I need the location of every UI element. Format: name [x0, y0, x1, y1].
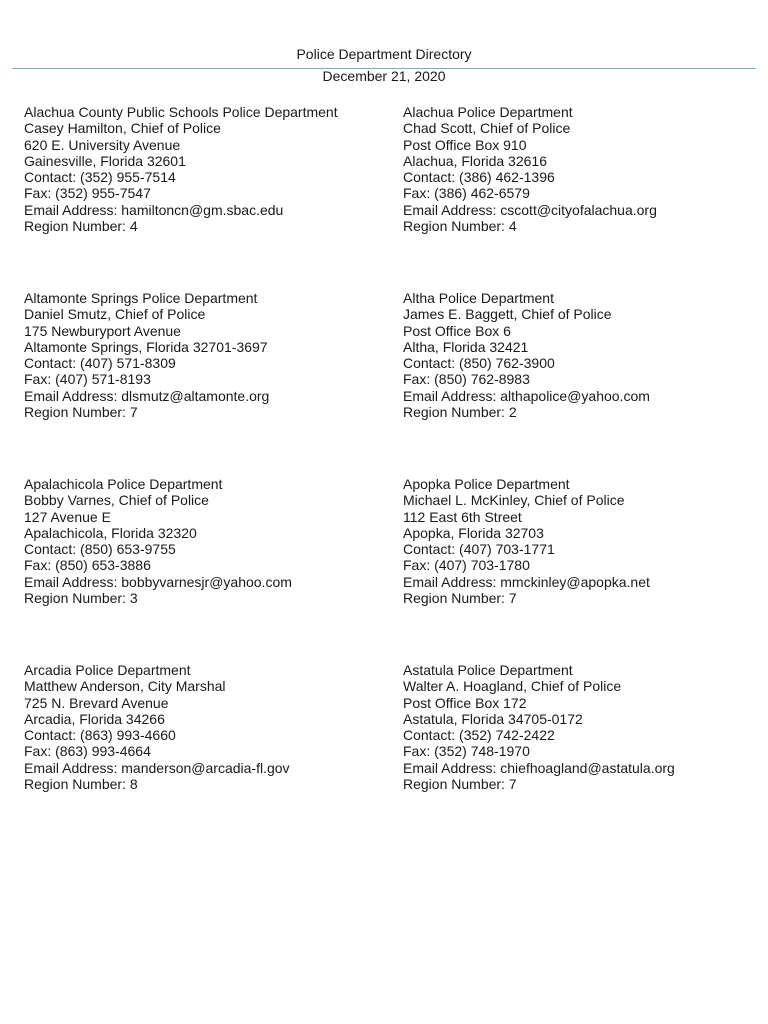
- address-line-1: Post Office Box 910: [403, 136, 527, 153]
- directory-entry: [403, 290, 650, 420]
- fax-number: Fax: (407) 703-1780: [403, 557, 530, 574]
- address-line-1: 620 E. University Avenue: [24, 136, 181, 153]
- region-number: Region Number: 4: [24, 218, 138, 235]
- email-address: Email Address: manderson@arcadia-fl.gov: [24, 759, 290, 776]
- chief-name: Walter A. Hoagland, Chief of Police: [403, 678, 622, 695]
- directory-entry: [24, 662, 290, 792]
- fax-number: Fax: (850) 762-8983: [403, 371, 530, 388]
- address-line-1: 175 Newburyport Avenue: [24, 322, 181, 339]
- fax-number: Fax: (386) 462-6579: [403, 185, 530, 202]
- email-address: Email Address: dlsmutz@altamonte.org: [24, 387, 270, 404]
- email-address: Email Address: bobbyvarnesjr@yahoo.com: [24, 573, 292, 590]
- address-line-2: Gainesville, Florida 32601: [24, 152, 186, 169]
- department-name: Apopka Police Department: [403, 476, 570, 492]
- contact-phone: Contact: (407) 703-1771: [403, 541, 555, 558]
- region-number: Region Number: 7: [403, 776, 517, 793]
- fax-number: Fax: (352) 955-7547: [24, 185, 151, 202]
- region-number: Region Number: 3: [24, 590, 138, 607]
- contact-phone: Contact: (850) 653-9755: [24, 541, 176, 558]
- page-date: December 21, 2020: [322, 68, 446, 84]
- chief-name: Daniel Smutz, Chief of Police: [24, 306, 206, 323]
- address-line-2: Astatula, Florida 34705-0172: [403, 710, 583, 727]
- chief-name: Bobby Varnes, Chief of Police: [24, 492, 209, 509]
- region-number: Region Number: 4: [403, 218, 517, 235]
- directory-entry: [24, 104, 338, 234]
- department-name: Astatula Police Department: [403, 662, 573, 678]
- email-address: Email Address: mmckinley@apopka.net: [403, 573, 650, 590]
- directory-entry: [403, 104, 657, 234]
- chief-name: Michael L. McKinley, Chief of Police: [403, 492, 625, 509]
- department-name: Altamonte Springs Police Department: [24, 290, 258, 306]
- department-name: Alachua County Public Schools Police Department: [24, 104, 338, 120]
- address-line-1: 112 East 6th Street: [403, 508, 522, 525]
- email-address: Email Address: chiefhoagland@astatula.org: [403, 759, 675, 776]
- email-address: Email Address: hamiltoncn@gm.sbac.edu: [24, 201, 284, 218]
- address-line-1: 127 Avenue E: [24, 508, 111, 525]
- department-name: Apalachicola Police Department: [24, 476, 223, 492]
- address-line-1: Post Office Box 172: [403, 694, 527, 711]
- chief-name: Casey Hamilton, Chief of Police: [24, 120, 221, 137]
- directory-entry: [24, 476, 292, 606]
- department-name: Altha Police Department: [403, 290, 554, 306]
- department-name: Alachua Police Department: [403, 104, 573, 120]
- address-line-1: 725 N. Brevard Avenue: [24, 694, 169, 711]
- region-number: Region Number: 2: [403, 404, 517, 421]
- department-name: Arcadia Police Department: [24, 662, 191, 678]
- contact-phone: Contact: (863) 993-4660: [24, 727, 176, 744]
- address-line-2: Apopka, Florida 32703: [403, 524, 544, 541]
- address-line-2: Altha, Florida 32421: [403, 338, 529, 355]
- directory-entry: [403, 662, 675, 792]
- address-line-2: Alachua, Florida 32616: [403, 152, 547, 169]
- directory-entry: [24, 290, 269, 420]
- chief-name: Matthew Anderson, City Marshal: [24, 678, 226, 695]
- fax-number: Fax: (352) 748-1970: [403, 743, 530, 760]
- region-number: Region Number: 7: [24, 404, 138, 421]
- contact-phone: Contact: (407) 571-8309: [24, 355, 176, 372]
- chief-name: James E. Baggett, Chief of Police: [403, 306, 612, 323]
- address-line-2: Altamonte Springs, Florida 32701-3697: [24, 338, 268, 355]
- contact-phone: Contact: (850) 762-3900: [403, 355, 555, 372]
- region-number: Region Number: 8: [24, 776, 138, 793]
- fax-number: Fax: (850) 653-3886: [24, 557, 151, 574]
- address-line-2: Arcadia, Florida 34266: [24, 710, 165, 727]
- contact-phone: Contact: (352) 742-2422: [403, 727, 555, 744]
- chief-name: Chad Scott, Chief of Police: [403, 120, 571, 137]
- email-address: Email Address: althapolice@yahoo.com: [403, 387, 650, 404]
- region-number: Region Number: 7: [403, 590, 517, 607]
- address-line-1: Post Office Box 6: [403, 322, 511, 339]
- directory-entry: [403, 476, 650, 606]
- address-line-2: Apalachicola, Florida 32320: [24, 524, 197, 541]
- email-address: Email Address: cscott@cityofalachua.org: [403, 201, 657, 218]
- contact-phone: Contact: (352) 955-7514: [24, 169, 176, 186]
- contact-phone: Contact: (386) 462-1396: [403, 169, 555, 186]
- fax-number: Fax: (407) 571-8193: [24, 371, 151, 388]
- page-title: Police Department Directory: [296, 46, 472, 62]
- fax-number: Fax: (863) 993-4664: [24, 743, 151, 760]
